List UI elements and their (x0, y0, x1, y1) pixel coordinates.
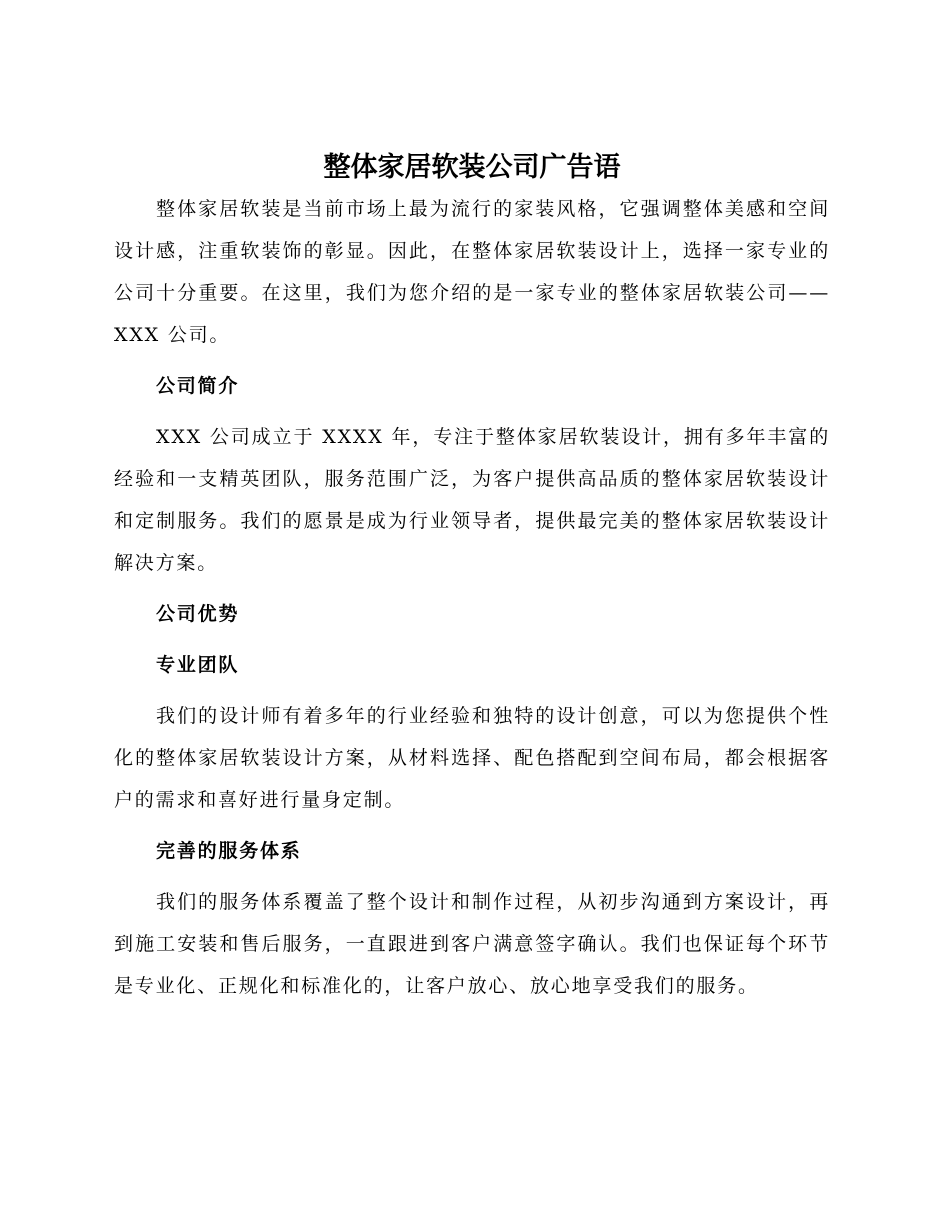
team-paragraph: 我们的设计师有着多年的行业经验和独特的设计创意，可以为您提供个性化的整体家居软装设计方案，从材料选择、配色搭配到空间布局，都会根据客户的需求和喜好进行量身定制。 (114, 705, 830, 811)
section-heading-team: 专业团队 (156, 654, 240, 676)
intro-paragraph: 整体家居软装是当前市场上最为流行的家装风格，它强调整体美感和空间设计感，注重软装饰的彰显。因此，在整体家居软装设计上，选择一家专业的公司十分重要。在这里，我们为您介绍的是一家专业的整体家居软装公司——XXX 公司。 (114, 198, 830, 346)
service-paragraph: 我们的服务体系覆盖了整个设计和制作过程，从初步沟通到方案设计，再到施工安装和售后服务，一直跟进到客户满意签字确认。我们也保证每个环节是专业化、正规化和标准化的，让客户放心、放心地享受我们的服务。 (114, 891, 830, 997)
section-heading-profile: 公司简介 (156, 375, 240, 397)
profile-paragraph: XXX 公司成立于 XXXX 年，专注于整体家居软装设计，拥有多年丰富的经验和一支精英团队，服务范围广泛，为客户提供高品质的整体家居软装设计和定制服务。我们的愿景是成为行业领导者，提供最完美的整体家居软装设计解决方案。 (114, 426, 830, 574)
section-heading-advantages: 公司优势 (156, 603, 240, 625)
section-heading-service: 完善的服务体系 (156, 840, 302, 862)
document-title: 整体家居软装公司广告语 (323, 152, 621, 183)
document-page (114, 148, 830, 1007)
